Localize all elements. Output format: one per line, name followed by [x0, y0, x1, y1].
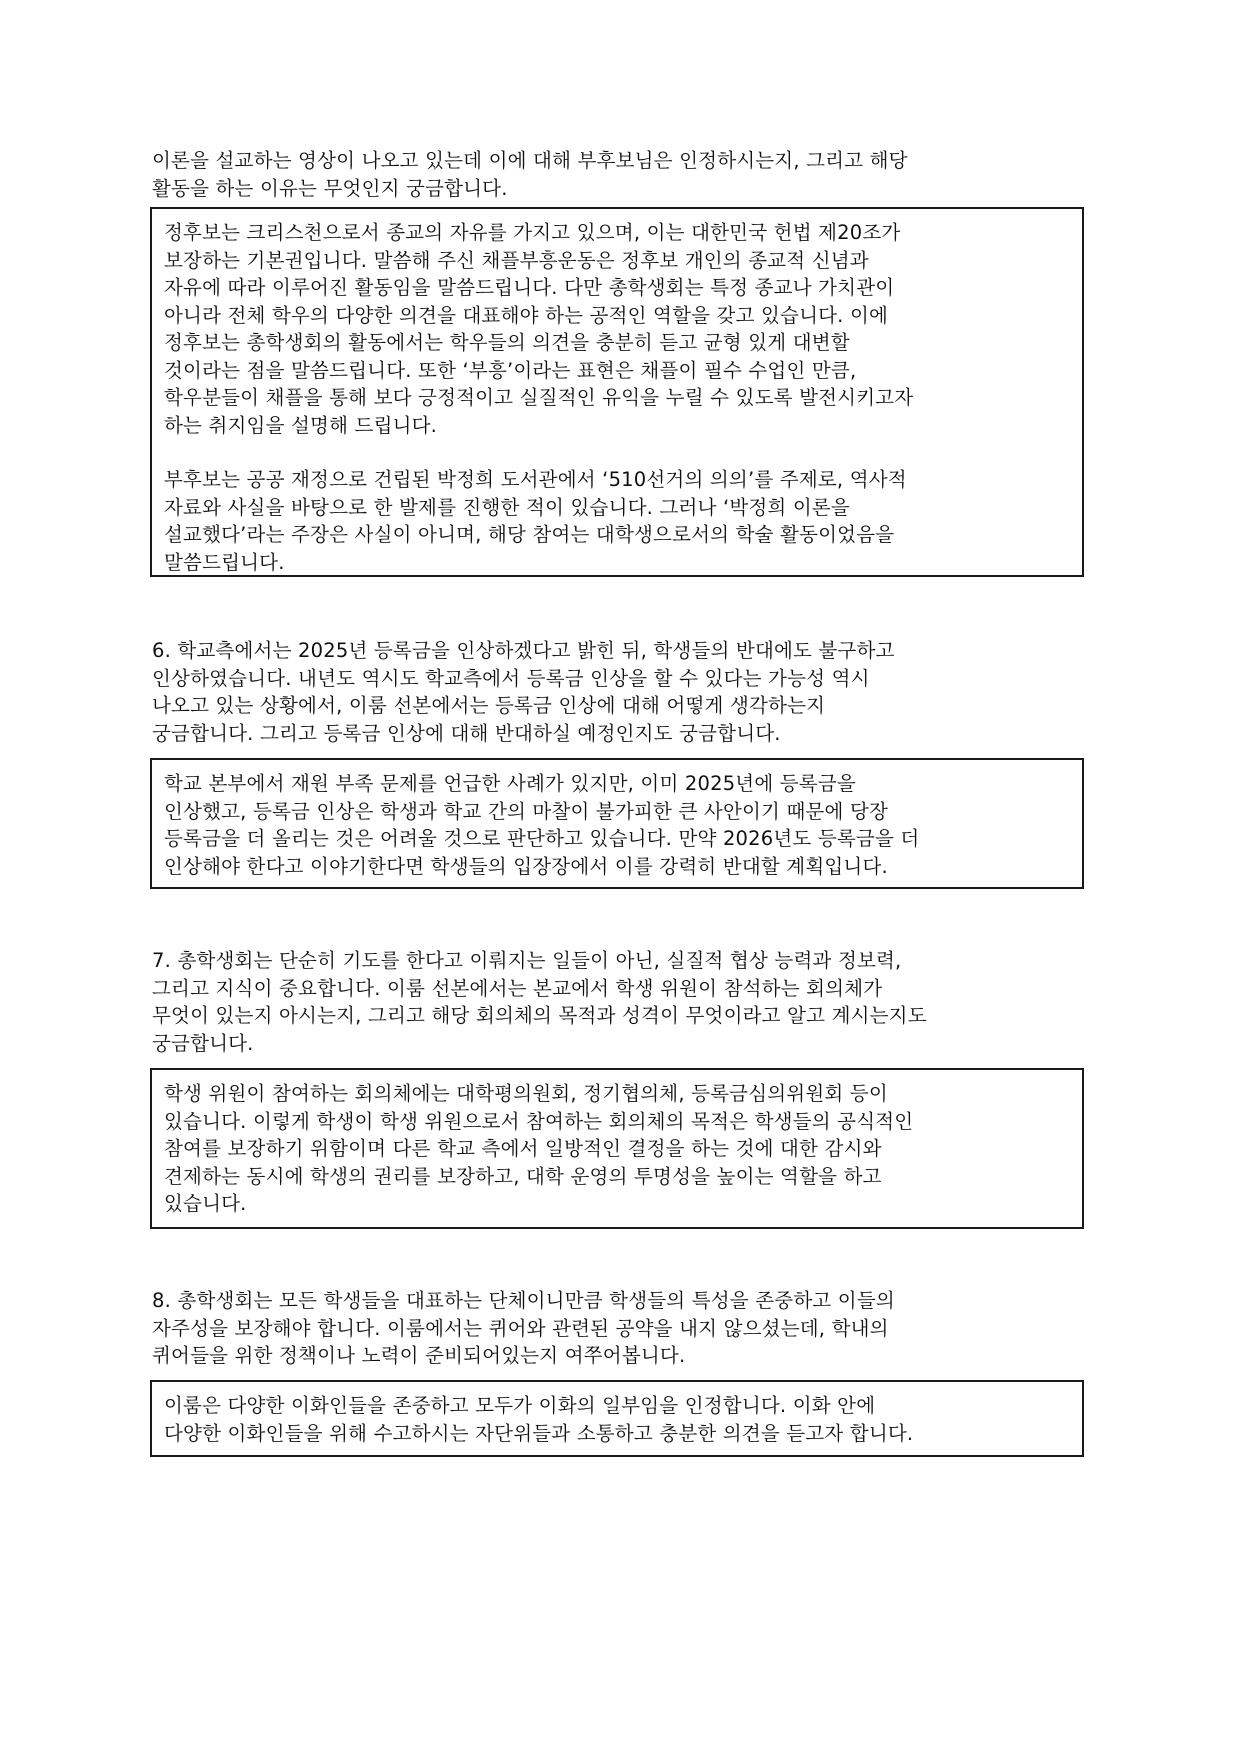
question-line: 8. 총학생회는 모든 학생들을 대표하는 단체이니만큼 학생들의 특성을 존중하고 이들의: [152, 1289, 895, 1312]
answer-line: 다양한 이화인들을 위해 수고하시는 자단위들과 소통하고 충분한 의견을 듣고자 합니다.: [164, 1421, 914, 1445]
answer-line: 있습니다. 이렇게 학생이 학생 위원으로서 참여하는 회의체의 목적은 학생들의 공식적인: [164, 1109, 914, 1133]
answer-line: 것이라는 점을 말씀드립니다. 또한 ‘부흥’이라는 표현은 채플이 필수 수업인 만큼,: [164, 358, 857, 382]
answer-box-6: [150, 758, 1084, 889]
answer-line: 참여를 보장하기 위함이며 다른 학교 측에서 일방적인 결정을 하는 것에 대한 감시와: [164, 1137, 882, 1160]
continuation-question: [152, 147, 1082, 202]
question-line: 인상하였습니다. 내년도 역시도 학교측에서 등록금 인상을 할 수 있다는 가능성 역시: [152, 666, 870, 690]
question-line: 6. 학교측에서는 2025년 등록금을 인상하겠다고 밝힌 뒤, 학생들의 반대에도 불구하고: [152, 639, 895, 662]
answer-line: 학생 위원이 참여하는 회의체에는 대학평의원회, 정기협의체, 등록금심의위원회 등이: [164, 1082, 888, 1105]
question-line: 활동을 하는 이유는 무엇인지 궁금합니다.: [152, 176, 508, 200]
answer-line: 정후보는 총학생회의 활동에서는 학우들의 의견을 충분히 듣고 균형 있게 대변할: [164, 331, 850, 354]
answer-line: 보장하는 기본권입니다. 말씀해 주신 채플부흥운동은 정후보 개인의 종교적 신념과: [164, 248, 869, 272]
answer-line: 설교했다’라는 주장은 사실이 아니며, 해당 참여는 대학생으로서의 학술 활동이었음을: [164, 523, 895, 546]
answer-line: 부후보는 공공 재정으로 건립된 박정희 도서관에서 ‘510선거의 의의’를 주제로, 역사적: [164, 468, 907, 491]
answer-line: 아니라 전체 학우의 다양한 의견을 대표해야 하는 공적인 역할을 갖고 있습니다. 이에: [164, 303, 889, 327]
question-line: 나오고 있는 상황에서, 이룸 선본에서는 등록금 인상에 대해 어떻게 생각하는지: [152, 694, 826, 717]
question-number: 7.: [152, 949, 172, 972]
answer-line: 있습니다.: [164, 1192, 247, 1215]
answer-line: 정후보는 크리스천으로서 종교의 자유를 가지고 있으며, 이는 대한민국 헌법 제20조가: [164, 221, 901, 244]
answer-line: 하는 취지임을 설명해 드립니다.: [164, 413, 438, 437]
answer-box-8: [150, 1380, 1084, 1457]
question-line: 퀴어들을 위한 정책이나 노력이 준비되어있는지 여쭈어봅니다.: [152, 1344, 686, 1367]
answer-line: 자료와 사실을 바탕으로 한 발제를 진행한 적이 있습니다. 그러나 ‘박정희 이론을: [164, 495, 850, 519]
answer-line: 학우분들이 채플을 통해 보다 긍정적이고 실질적인 유익을 누릴 수 있도록 발전시키고자: [164, 386, 914, 409]
answer-line: 등록금을 더 올리는 것은 어려울 것으로 판단하고 있습니다. 만약 2026년도 등록금을 더: [164, 827, 920, 850]
question-line: 그리고 지식이 중요합니다. 이룸 선본에서는 본교에서 학생 위원이 참석하는 회의체가: [152, 976, 883, 1000]
question-number: 6.: [152, 639, 172, 662]
question-line: 이론을 설교하는 영상이 나오고 있는데 이에 대해 부후보님은 인정하시는지, 그리고 해당: [152, 149, 908, 172]
question-line: 7. 총학생회는 단순히 기도를 한다고 이뤄지는 일들이 아닌, 실질적 협상 능력과 정보력,: [152, 949, 902, 972]
answer-box-continuation: [150, 207, 1084, 577]
question-line: 궁금합니다. 그리고 등록금 인상에 대해 반대하실 예정인지도 궁금합니다.: [152, 721, 781, 745]
answer-line: 말씀드립니다.: [164, 550, 285, 574]
answer-line: 인상했고, 등록금 인상은 학생과 학교 간의 마찰이 불가피한 큰 사안이기 때문에 당장: [164, 799, 889, 823]
question-6: [152, 637, 1082, 747]
question-8: [152, 1287, 1082, 1370]
answer-box-7: [150, 1068, 1084, 1229]
answer-line: 인상해야 한다고 이야기한다면 학생들의 입장장에서 이를 강력히 반대할 계획입니다.: [164, 854, 888, 878]
answer-line: 학교 본부에서 재원 부족 문제를 언급한 사례가 있지만, 이미 2025년에 등록금을: [164, 772, 856, 795]
answer-paragraph: [164, 219, 1072, 439]
answer-paragraph: [164, 466, 1072, 576]
question-line: 궁금합니다.: [152, 1031, 254, 1055]
answer-line: 이룸은 다양한 이화인들을 존중하고 모두가 이화의 일부임을 인정합니다. 이화 안에: [164, 1394, 876, 1417]
question-7: [152, 947, 1082, 1057]
question-line: 자주성을 보장해야 합니다. 이룸에서는 퀴어와 관련된 공약을 내지 않으셨는데, 학내의: [152, 1316, 889, 1340]
answer-line: 견제하는 동시에 학생의 권리를 보장하고, 대학 운영의 투명성을 높이는 역할을 하고: [164, 1164, 882, 1188]
question-number: 8.: [152, 1289, 172, 1312]
answer-line: 자유에 따라 이루어진 활동임을 말씀드립니다. 다만 총학생회는 특정 종교나 가치관이: [164, 276, 895, 299]
question-line: 무엇이 있는지 아시는지, 그리고 해당 회의체의 목적과 성격이 무엇이라고 알고 계시는지도: [152, 1004, 927, 1027]
